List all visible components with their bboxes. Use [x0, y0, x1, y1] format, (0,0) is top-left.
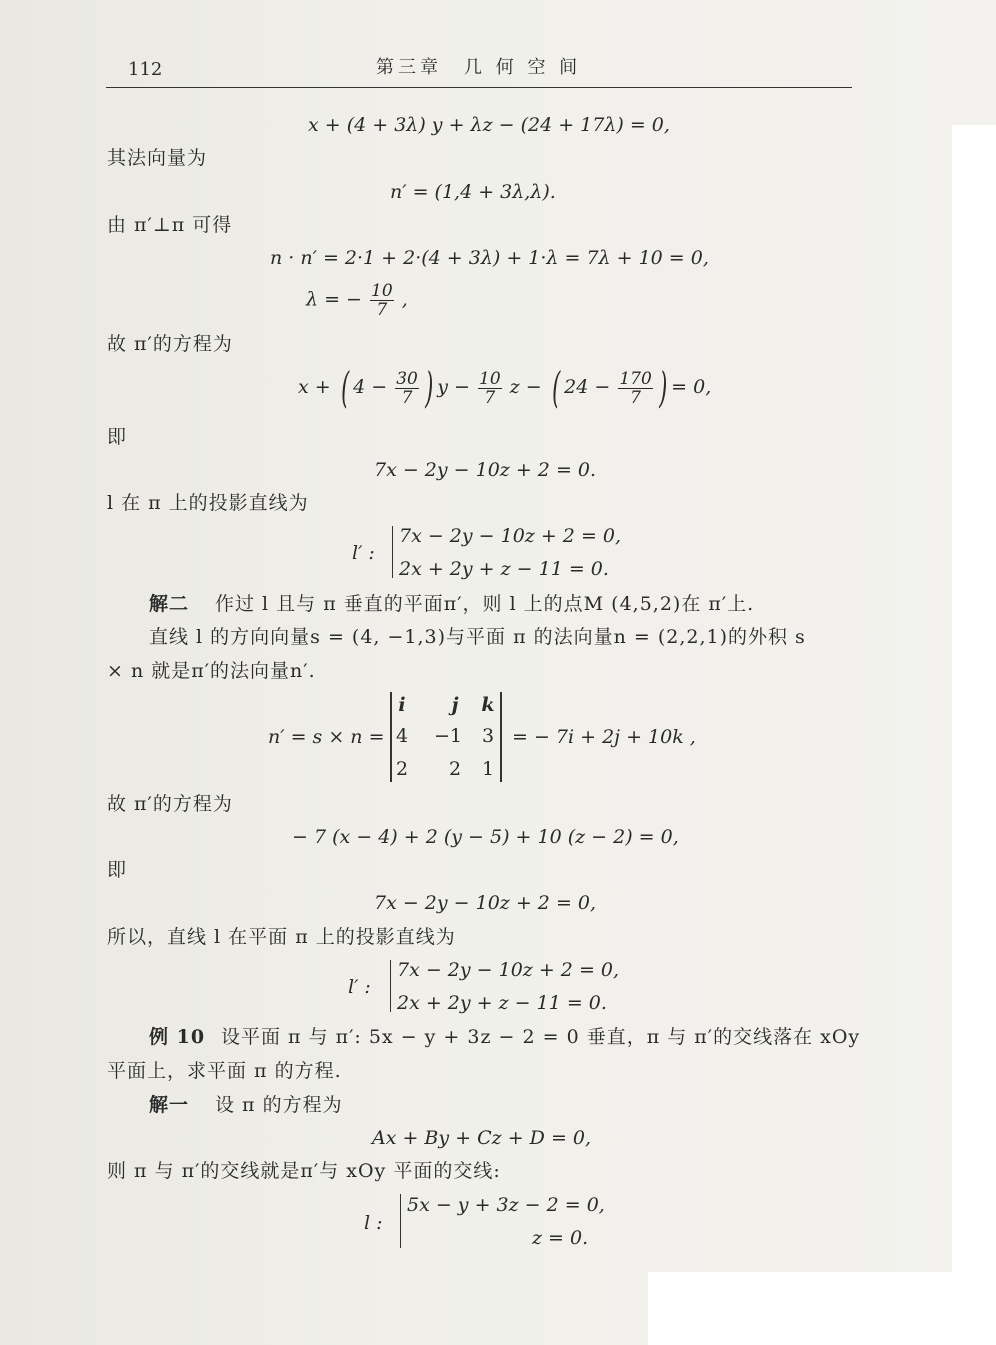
- label-l: l :: [364, 1212, 383, 1234]
- direction-text-1: 直线 l 的方向向量s = (4, −1,3)与平面 π 的法向量n = (2,2,1)的外积 s: [149, 626, 806, 648]
- text-ji-2: 即: [107, 859, 128, 881]
- eq-pencil: x + (4 + 3λ) y + λz − (24 + 17λ) = 0,: [308, 114, 670, 136]
- system-eq-5: 5x − y + 3z − 2 = 0,: [407, 1194, 605, 1216]
- fraction-den: 7: [401, 387, 413, 408]
- paren-right: ): [424, 363, 434, 412]
- part: x +: [298, 376, 331, 398]
- fraction: [618, 370, 652, 407]
- solution-1-heading: 解一: [149, 1094, 190, 1116]
- system-eq-6: z = 0.: [532, 1227, 589, 1249]
- text-ji: 即: [107, 426, 128, 448]
- paren-right: ): [658, 363, 668, 412]
- label-l-prime-2: l′ :: [348, 976, 371, 998]
- system-eq-3: 7x − 2y − 10z + 2 = 0,: [397, 959, 620, 981]
- paren-left: (: [551, 363, 561, 412]
- header-rule: [106, 87, 852, 88]
- part: y −: [437, 376, 470, 398]
- text-normal: 其法向量为: [107, 147, 208, 169]
- det-cell: 2: [395, 758, 409, 780]
- text-perp: 由 π′⊥π 可得: [107, 214, 233, 236]
- text-projection-2: 所以，直线 l 在平面 π 上的投影直线为: [107, 926, 456, 948]
- solution-2-text: 作过 l 且与 π 垂直的平面π′，则 l 上的点M (4,5,2)在 π′上.: [215, 593, 755, 615]
- lambda-lhs: λ = −: [306, 288, 362, 311]
- fraction-num: 10: [479, 368, 501, 389]
- scan-margin-bottom: [648, 1272, 996, 1345]
- direction-text-2: × n 就是π′的法向量n′.: [107, 660, 316, 682]
- det-cell: 4: [395, 725, 409, 747]
- det-cell: j: [451, 694, 459, 716]
- eq-point-normal: − 7 (x − 4) + 2 (y − 5) + 10 (z − 2) = 0,: [292, 826, 679, 848]
- det-cell: 2: [448, 758, 462, 780]
- part: 4 −: [353, 376, 388, 398]
- det-cell: 3: [481, 725, 495, 747]
- comma: ,: [401, 288, 408, 311]
- system-brace: [392, 526, 393, 578]
- system-eq-2: 2x + 2y + z − 11 = 0.: [399, 558, 609, 580]
- eq-substituted: [298, 363, 712, 412]
- det-lhs: n′ = s × n =: [268, 726, 385, 748]
- solution-1-text: 设 π 的方程为: [215, 1094, 343, 1116]
- example-10-text-2: 平面上，求平面 π 的方程.: [107, 1060, 342, 1082]
- det-rhs: = − 7i + 2j + 10k ,: [512, 726, 696, 748]
- fraction-num: 170: [619, 368, 652, 389]
- eq-dot: n · n′ = 2·1 + 2·(4 + 3λ) + 1·λ = 7λ + 10 = 0,: [270, 247, 709, 269]
- text-eq-is-2: 故 π′的方程为: [107, 793, 233, 815]
- system-brace: [400, 1194, 401, 1248]
- eq-lambda: [306, 282, 408, 319]
- det-cell: 1: [481, 758, 495, 780]
- chapter-title: 第三章 几 何 空 间: [376, 57, 582, 78]
- fraction-num: 30: [396, 368, 418, 389]
- text-eq-is: 故 π′的方程为: [107, 333, 233, 355]
- eq-plane-2: 7x − 2y − 10z + 2 = 0,: [374, 892, 597, 914]
- fraction-den: 7: [630, 387, 641, 408]
- example-10-heading: 例 10: [149, 1026, 206, 1048]
- label-l-prime: l′ :: [352, 542, 375, 564]
- part: z −: [509, 376, 542, 398]
- system-eq-1: 7x − 2y − 10z + 2 = 0,: [399, 525, 622, 547]
- solution-2-heading: 解二: [149, 593, 190, 615]
- det-cell: i: [398, 694, 406, 716]
- eq-normal: n′ = (1,4 + 3λ,λ).: [390, 181, 556, 203]
- fraction: [370, 282, 394, 319]
- fraction: [478, 370, 502, 407]
- part: = 0,: [671, 376, 712, 398]
- det-cell: −1: [433, 725, 462, 747]
- page-number: 112: [128, 59, 163, 80]
- fraction-num: 10: [371, 281, 393, 301]
- part: 24 −: [564, 376, 611, 398]
- system-brace: [390, 960, 391, 1012]
- text-projection: l 在 π 上的投影直线为: [107, 492, 309, 514]
- det-cell: k: [481, 694, 495, 716]
- system-eq-4: 2x + 2y + z − 11 = 0.: [397, 992, 607, 1014]
- scan-margin: [952, 125, 996, 1345]
- example-10-text-1: 设平面 π 与 π′: 5x − y + 3z − 2 = 0 垂直，π 与 π′的交线落在 xOy: [221, 1026, 861, 1048]
- fraction: [395, 370, 419, 407]
- fraction-den: 7: [376, 300, 388, 320]
- text-intersection: 则 π 与 π′的交线就是π′与 xOy 平面的交线:: [107, 1160, 501, 1182]
- paren-left: (: [340, 363, 350, 412]
- fraction-den: 7: [484, 387, 496, 408]
- eq-general-plane: Ax + By + Cz + D = 0,: [372, 1127, 592, 1149]
- eq-plane: 7x − 2y − 10z + 2 = 0.: [374, 459, 597, 481]
